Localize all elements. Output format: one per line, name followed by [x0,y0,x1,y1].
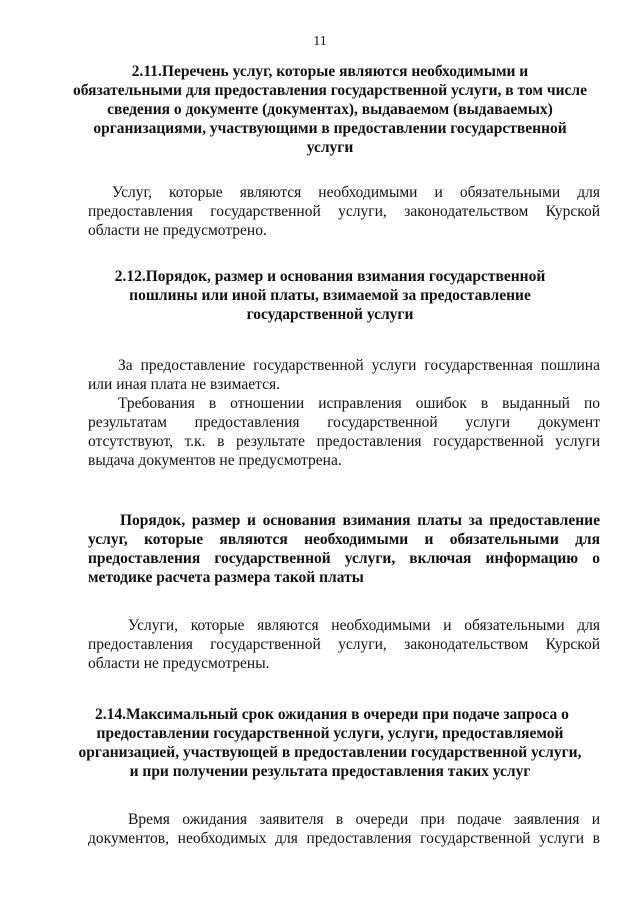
section-2-12-heading-line-3: государственной услуги [246,306,414,323]
fee-section-heading-line-3: предоставления государственной услуги, включая информацию о [88,550,600,567]
fee-section-heading-line-2: услуг, которые являются необходимыми и обязательными для [88,531,600,548]
section-2-11-heading-line-3: сведения о документе (документах), выдаваемом (выдаваемых) [107,101,553,118]
fee-section-heading-line-4: методике расчета размера такой платы [88,569,364,586]
section-2-11-body-line-1: Услуг, которые являются необходимыми и обязательными для [112,184,600,201]
section-2-11-body-line-2: предоставления государственной услуги, законодательством Курской [88,203,600,220]
section-2-12-body-line-6: выдача документов не предусмотрена. [88,452,342,469]
section-2-11-heading-line-4: организациями, участвующими в предоставлении государственной [93,120,567,137]
section-2-14-heading-line-2: предоставлении государственной услуги, услуги, предоставляемой [96,725,564,742]
section-2-12-heading-line-1: 2.12.Порядок, размер и основания взимания государственной [114,268,546,285]
section-2-12-heading-line-2: пошлины или иной платы, взимаемой за предоставление [129,287,531,304]
section-2-14-heading-line-3: организацией, участвующей в предоставлении государственной услуги, [78,744,582,761]
fee-section-body-line-3: области не предусмотрены. [88,655,270,672]
section-2-12-body-line-1: За предоставление государственной услуги государственная пошлина [118,357,600,374]
section-2-14-body-line-1: Время ожидания заявителя в очереди при подаче заявления и [128,811,600,828]
section-2-11-body-line-3: области не предусмотрено. [88,222,267,239]
fee-section-heading-line-1: Порядок, размер и основания взимания платы за предоставление [120,512,600,529]
section-2-12-body-line-3: Требования в отношении исправления ошибок в выданный по [118,395,600,412]
section-2-11-heading-line-2: обязательными для предоставления государственной услуги, в том числе [73,82,587,99]
section-2-11-heading-line-5: услуги [306,139,354,156]
fee-section-body-line-1: Услуги, которые являются необходимыми и обязательными для [128,617,600,634]
page-number: 11 [313,34,327,49]
section-2-12-body-line-4: результатам предоставления государственной услуги документ [88,414,600,431]
section-2-14-heading-line-4: и при получении результата предоставления таких услуг [129,763,531,780]
section-2-12-body-line-5: отсутствуют, т.к. в результате предоставления государственной услуги [88,433,600,450]
section-2-11-heading-line-1: 2.11.Перечень услуг, которые являются необходимыми и [131,63,529,80]
section-2-12-body-line-2: или иная плата не взимается. [88,376,280,393]
fee-section-body-line-2: предоставления государственной услуги, законодательством Курской [88,636,600,653]
section-2-14-heading-line-1: 2.14.Максимальный срок ожидания в очереди при подаче запроса о [95,706,569,723]
section-2-14-body-line-2: документов, необходимых для предоставления государственной услуги в [88,830,600,847]
